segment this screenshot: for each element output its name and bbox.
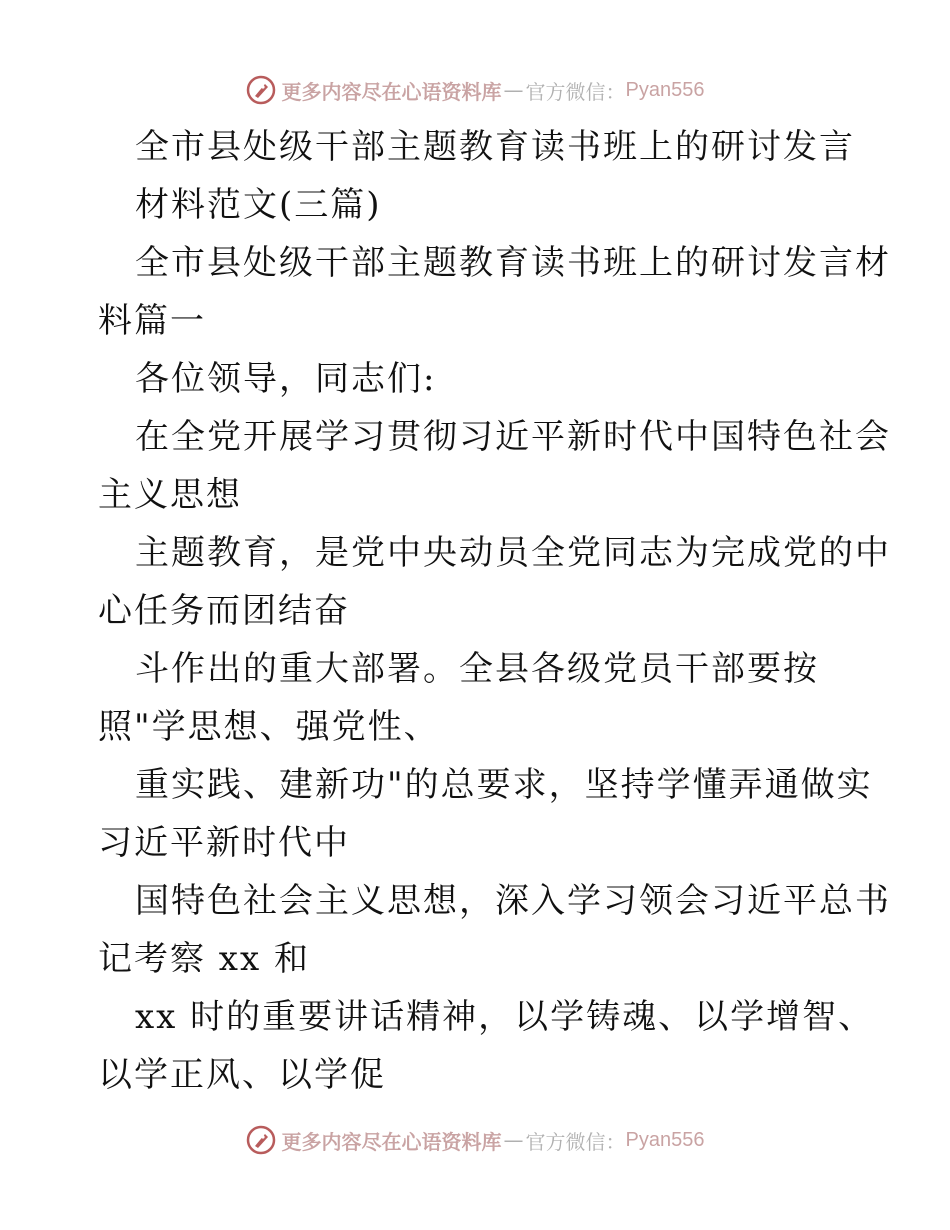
header-watermark: [0, 70, 950, 110]
pen-nib-logo-icon: [246, 1125, 276, 1155]
paragraph-line: 以学正风、以学促: [98, 1055, 386, 1095]
watermark-handle: Pyan556: [625, 78, 705, 101]
watermark-brand: 更多内容尽在心语资料库: [281, 1129, 502, 1154]
paragraph-line: 重实践、建新功"的总要求，坚持学懂弄通做实: [135, 765, 873, 805]
paragraph-line: 在全党开展学习贯彻习近平新时代中国特色社会: [135, 417, 891, 457]
watermark-wechat-label: 官方微信：: [525, 1129, 626, 1154]
pen-nib-logo-icon: [246, 75, 276, 105]
watermark-wechat-label: 官方微信：: [525, 79, 626, 104]
paragraph-line: 习近平新时代中: [98, 823, 350, 863]
section-heading-line-2: 料篇一: [98, 301, 206, 341]
document-body: [98, 118, 891, 1104]
paragraph-line: 心任务而团结奋: [98, 591, 350, 631]
watermark-separator: —: [503, 78, 524, 102]
paragraph-line: 主义思想: [98, 475, 242, 515]
footer-watermark: [0, 1120, 950, 1160]
section-heading-line-1: 全市县处级干部主题教育读书班上的研讨发言材: [135, 243, 891, 283]
document-title-line-2: 材料范文(三篇): [135, 185, 382, 225]
paragraph-line: 照"学思想、强党性、: [98, 707, 440, 747]
watermark-handle: Pyan556: [625, 1128, 705, 1151]
paragraph-line: 记考察 xx 和: [98, 939, 310, 979]
paragraph-line: xx 时的重要讲话精神，以学铸魂、以学增智、: [135, 997, 875, 1037]
watermark-brand: 更多内容尽在心语资料库: [281, 79, 502, 104]
salutation: 各位领导，同志们:: [135, 359, 437, 399]
paragraph-line: 斗作出的重大部署。全县各级党员干部要按: [135, 649, 819, 689]
watermark-separator: —: [503, 1128, 524, 1152]
paragraph-line: 国特色社会主义思想，深入学习领会习近平总书: [135, 881, 891, 921]
paragraph-line: 主题教育，是党中央动员全党同志为完成党的中: [135, 533, 891, 573]
document-title-line-1: 全市县处级干部主题教育读书班上的研讨发言: [135, 127, 855, 167]
